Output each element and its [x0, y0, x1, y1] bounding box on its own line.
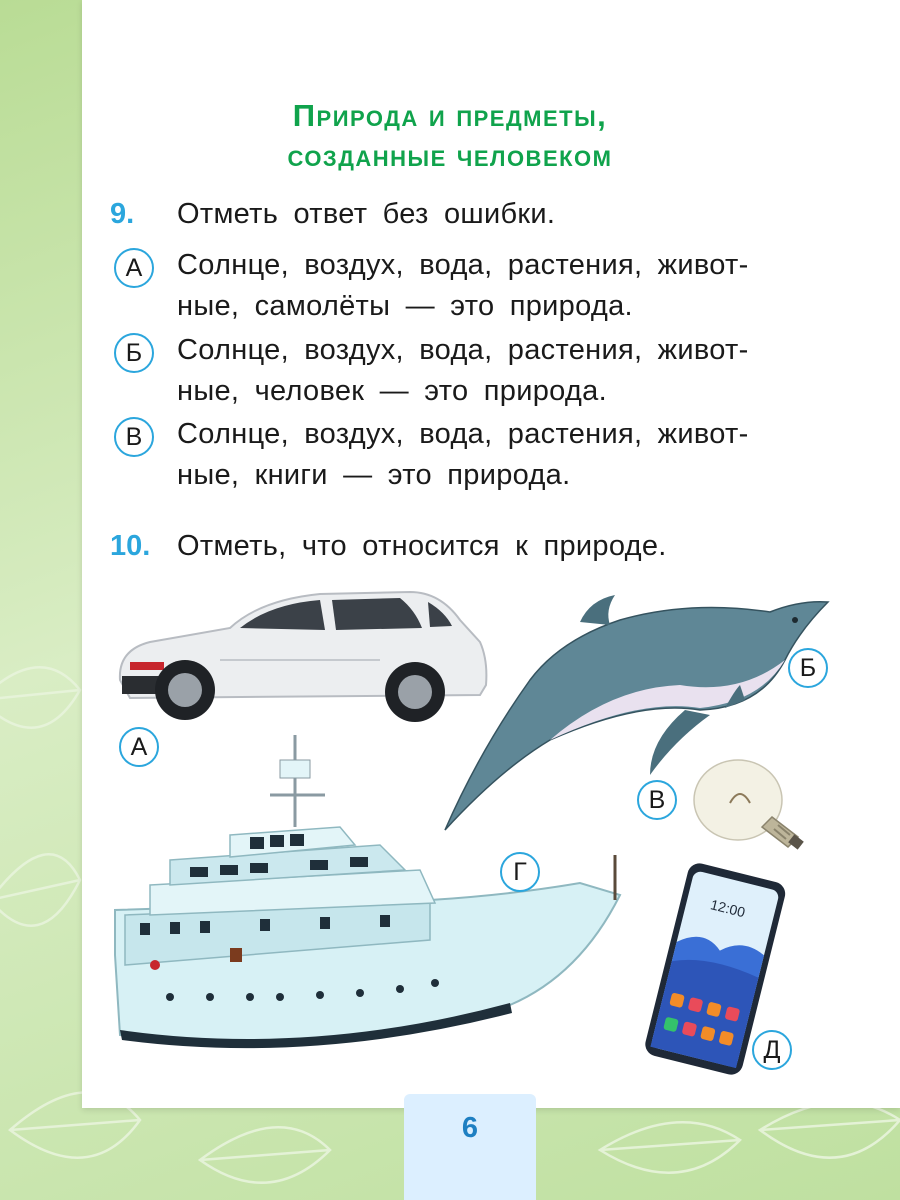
option-v-text — [177, 414, 749, 496]
task-10-number: 10. — [110, 530, 151, 562]
option-a-checkbox[interactable]: А — [114, 248, 154, 288]
option-v-checkbox[interactable]: В — [114, 417, 154, 457]
item-g-marker[interactable]: Г — [500, 852, 540, 892]
item-d-marker[interactable]: Д — [752, 1030, 792, 1070]
title-line-2: созданные человеком — [287, 138, 613, 173]
car-icon[interactable] — [110, 580, 490, 730]
option-a-line-1: Солнце, воздух, вода, растения, живот- — [177, 249, 749, 281]
item-v-marker[interactable]: В — [637, 780, 677, 820]
task-10-question: Отметь, что относится к природе. — [177, 530, 667, 562]
option-v-line-1: Солнце, воздух, вода, растения, живот- — [177, 418, 749, 450]
lightbulb-icon[interactable] — [690, 755, 810, 850]
item-a-marker[interactable]: А — [119, 727, 159, 767]
task-9-number: 9. — [110, 198, 135, 230]
task-9-question: Отметь ответ без ошибки. — [177, 198, 556, 230]
option-b-line-1: Солнце, воздух, вода, растения, живот- — [177, 334, 749, 366]
page-title — [0, 96, 900, 176]
option-b-line-2: ные, человек — это природа. — [177, 375, 607, 407]
phone-clock: 12:00 — [708, 896, 747, 921]
yacht-icon[interactable] — [110, 735, 635, 1075]
page-number-box — [404, 1094, 536, 1200]
option-a-line-2: ные, самолёты — это природа. — [177, 290, 633, 322]
option-b-checkbox[interactable]: Б — [114, 333, 154, 373]
option-a-text — [177, 245, 749, 327]
item-b-marker[interactable]: Б — [788, 648, 828, 688]
option-b-text — [177, 330, 749, 412]
page-number: 6 — [461, 1112, 479, 1144]
option-v-line-2: ные, книги — это природа. — [177, 459, 571, 491]
title-line-1: Природа и предметы, — [292, 98, 608, 133]
